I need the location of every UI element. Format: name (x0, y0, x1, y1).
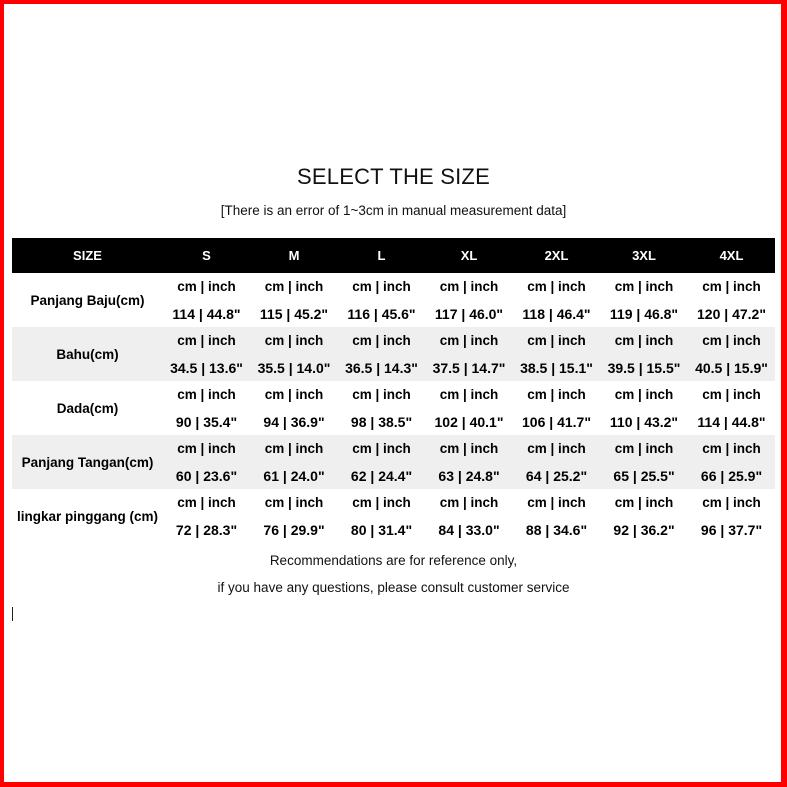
unit-row (12, 435, 775, 462)
value-cell: 37.5 | 14.7" (425, 354, 513, 381)
value-cell: 40.5 | 15.9" (688, 354, 775, 381)
value-cell: 116 | 45.6" (347, 305, 416, 322)
value-cell: 64 | 25.2" (513, 462, 600, 489)
unit-label-cell: cm | inch (439, 387, 499, 402)
value-cell: 76 | 29.9" (263, 521, 325, 538)
value-cell: 120 | 47.2" (697, 305, 766, 322)
value-cell: 88 | 34.6" (525, 521, 588, 538)
value-cell: 114 | 44.8" (172, 305, 241, 322)
value-cell: 92 | 36.2" (613, 521, 675, 538)
header-4xl: 4XL (688, 238, 775, 273)
unit-label-cell: cm | inch (702, 387, 761, 402)
value-cell: 61 | 24.0" (250, 462, 338, 489)
value-cell: 118 | 46.4" (522, 305, 591, 322)
header-3xl: 3XL (600, 238, 688, 273)
value-cell: 94 | 36.9" (263, 413, 325, 430)
unit-label-cell: cm | inch (163, 435, 250, 462)
unit-label-cell: cm | inch (702, 495, 761, 510)
value-cell: 117 | 46.0" (434, 305, 504, 322)
unit-label-cell: cm | inch (439, 495, 499, 510)
unit-label-cell: cm | inch (352, 387, 411, 402)
unit-row (12, 327, 775, 354)
unit-label-cell: cm | inch (163, 327, 250, 354)
value-cell: 36.5 | 14.3" (338, 354, 425, 381)
value-cell: 80 | 31.4" (350, 521, 413, 538)
unit-label-cell: cm | inch (352, 495, 411, 510)
header-size: SIZE (12, 238, 163, 273)
unit-label-cell: cm | inch (688, 435, 775, 462)
value-cell: 63 | 24.8" (425, 462, 513, 489)
value-cell: 114 | 44.8" (697, 413, 766, 430)
measurement-label: Bahu(cm) (12, 327, 163, 381)
value-cell: 110 | 43.2" (609, 413, 679, 430)
header-m: M (250, 238, 338, 273)
unit-row (12, 381, 775, 408)
value-cell: 66 | 25.9" (688, 462, 775, 489)
measurement-error-note: [There is an error of 1~3cm in manual measurement data] (220, 203, 567, 218)
unit-row (12, 489, 775, 516)
value-cell: 65 | 25.5" (600, 462, 688, 489)
unit-label-cell: cm | inch (614, 387, 674, 402)
header-s: S (163, 238, 250, 273)
value-cell: 34.5 | 13.6" (163, 354, 250, 381)
value-cell: 96 | 37.7" (700, 521, 763, 538)
unit-label-cell: cm | inch (338, 327, 425, 354)
value-cell: 39.5 | 15.5" (600, 354, 688, 381)
unit-label-cell: cm | inch (250, 435, 338, 462)
unit-label-cell: cm | inch (264, 495, 324, 510)
measurement-label: Panjang Baju(cm) (30, 292, 145, 308)
unit-label-cell: cm | inch (688, 327, 775, 354)
unit-label-cell: cm | inch (177, 387, 236, 402)
unit-label-cell: cm | inch (600, 327, 688, 354)
header-row (12, 238, 775, 273)
measurement-label: Dada(cm) (56, 400, 119, 416)
unit-label-cell: cm | inch (177, 495, 236, 510)
value-cell: 72 | 28.3" (175, 521, 238, 538)
measurement-label: Panjang Tangan(cm) (12, 435, 163, 489)
measurement-label: lingkar pinggang (cm) (16, 508, 158, 524)
value-cell: 98 | 38.5" (350, 413, 413, 430)
unit-label-cell: cm | inch (338, 435, 425, 462)
value-cell: 60 | 23.6" (163, 462, 250, 489)
unit-label-cell: cm | inch (614, 495, 674, 510)
size-chart-table (12, 238, 775, 543)
value-cell: 119 | 46.8" (609, 305, 679, 322)
page-title: SELECT THE SIZE (297, 164, 490, 189)
unit-label-cell: cm | inch (264, 387, 324, 402)
unit-label-cell: cm | inch (527, 495, 586, 510)
unit-label-cell: cm | inch (177, 279, 236, 294)
unit-label-cell: cm | inch (352, 279, 411, 294)
value-cell: 106 | 41.7" (522, 413, 591, 430)
unit-label-cell: cm | inch (513, 435, 600, 462)
unit-label-cell: cm | inch (527, 279, 586, 294)
reference-note: Recommendations are for reference only, (269, 553, 518, 568)
customer-service-note: if you have any questions, please consult customer service (217, 580, 570, 595)
header-2xl: 2XL (513, 238, 600, 273)
unit-label-cell: cm | inch (425, 435, 513, 462)
value-cell: 35.5 | 14.0" (250, 354, 338, 381)
value-cell: 84 | 33.0" (438, 521, 500, 538)
unit-label-cell: cm | inch (425, 327, 513, 354)
unit-label-cell: cm | inch (527, 387, 586, 402)
header-l: L (338, 238, 425, 273)
value-cell: 115 | 45.2" (259, 305, 329, 322)
value-cell: 62 | 24.4" (338, 462, 425, 489)
unit-row (12, 273, 775, 300)
unit-label-cell: cm | inch (600, 435, 688, 462)
value-cell: 102 | 40.1" (434, 413, 504, 430)
unit-label-cell: cm | inch (264, 279, 324, 294)
unit-label-cell: cm | inch (439, 279, 499, 294)
value-cell: 38.5 | 15.1" (513, 354, 600, 381)
text-cursor (12, 607, 13, 621)
unit-label-cell: cm | inch (513, 327, 600, 354)
unit-label-cell: cm | inch (614, 279, 674, 294)
header-xl: XL (425, 238, 513, 273)
value-cell: 90 | 35.4" (175, 413, 238, 430)
unit-label-cell: cm | inch (250, 327, 338, 354)
unit-label-cell: cm | inch (702, 279, 761, 294)
